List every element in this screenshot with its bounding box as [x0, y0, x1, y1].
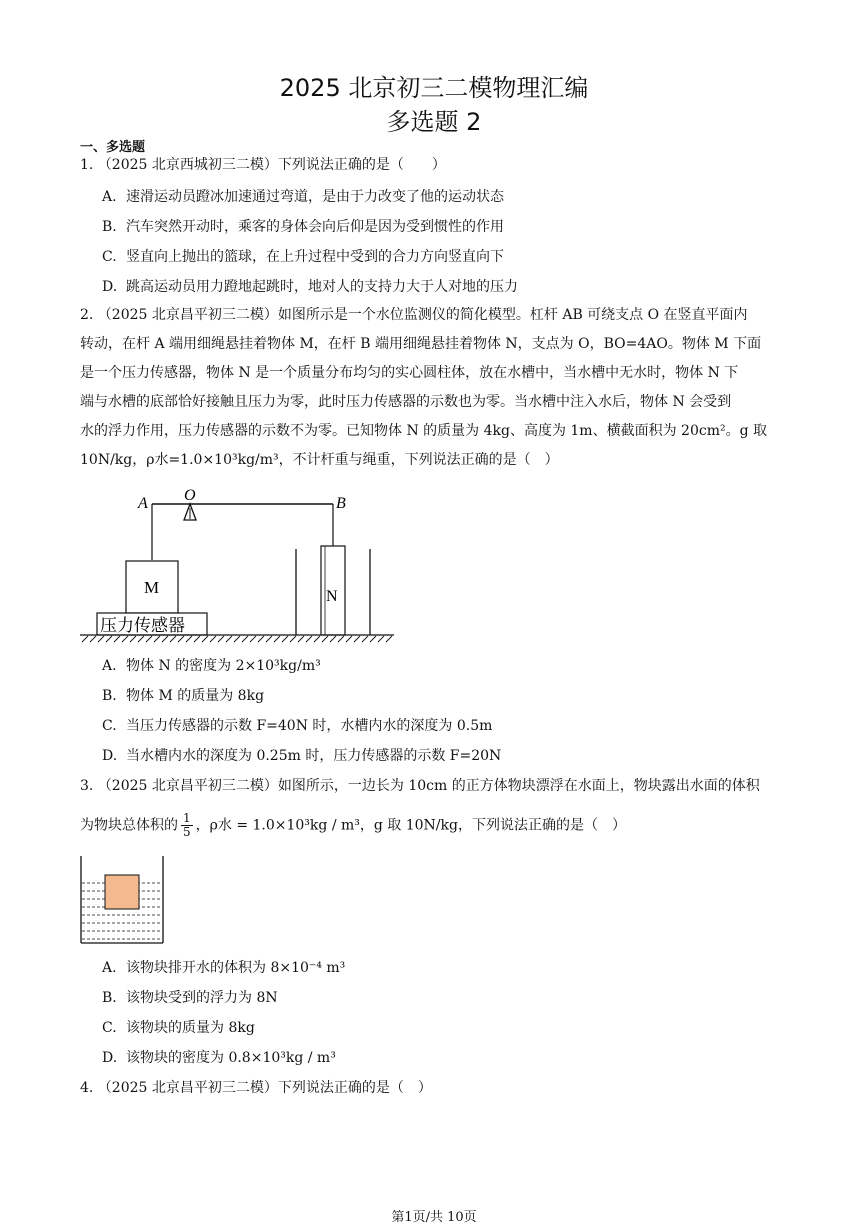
q2-line-3: 是一个压力传感器，物体 N 是一个质量分布均匀的实心圆柱体，放在水槽中，当水槽中无水时，物体 N 下 [80, 365, 739, 381]
q3-line-1: 3. （2025 北京昌平初三二模）如图所示，一边长为 10cm 的正方体物块漂浮在水面上，物块露出水面的体积 [80, 778, 760, 794]
q1-option-b: B. 汽车突然开动时，乘客的身体会向后仰是因为受到惯性的作用 [102, 219, 504, 235]
q2-line-4: 端与水槽的底部恰好接触且压力为零，此时压力传感器的示数也为零。当水槽中注入水后，物体 N 会受到 [80, 394, 732, 410]
section-heading: 一、多选题 [80, 140, 146, 155]
label-m: M [144, 578, 160, 597]
q2-option-c: C. 当压力传感器的示数 F=40N 时，水槽内水的深度为 0.5m [102, 718, 493, 734]
q2-option-d: D. 当水槽内水的深度为 0.25m 时，压力传感器的示数 F=20N [102, 748, 502, 764]
floating-block [105, 875, 139, 909]
page-footer: 第1页/共 10页 [391, 1210, 477, 1225]
q2-option-a: A. 物体 N 的密度为 2×10³kg/m³ [102, 658, 321, 674]
question-4-stem: 4. （2025 北京昌平初三二模）下列说法正确的是（ ） [80, 1080, 432, 1096]
floating-block-figure [78, 854, 168, 946]
question-3-stem [80, 772, 795, 801]
q1-option-d: D. 跳高运动员用力蹬地起跳时，地对人的支持力大于人对地的压力 [102, 279, 518, 295]
q2-line-5: 水的浮力作用，压力传感器的示数不为零。已知物体 N 的质量为 4kg、高度为 1m、横截面积为 20cm²。g 取 [80, 423, 767, 439]
q2-option-b: B. 物体 M 的质量为 8kg [102, 688, 265, 704]
fraction-one-fifth: $\frac{1}{5}$ [183, 811, 191, 839]
q2-line-6: 10N/kg，ρ水=1.0×10³kg/m³，不计杆重与绳重，下列说法正确的是（ ） [80, 452, 559, 468]
q3-option-a: A. 该物块排开水的体积为 8×10⁻⁴ m³ [102, 960, 346, 976]
q3-option-c: C. 该物块的质量为 8kg [102, 1020, 255, 1036]
label-n: N [326, 588, 338, 605]
q3-line-2: 为物块总体积的 $\frac{1}{5}$ ，ρ水 = 1.0×10³kg / m³，g 取 10N/kg，下列说法正确的是（ ） [80, 811, 626, 839]
ground-hatch [82, 636, 392, 642]
q3-option-b: B. 该物块受到的浮力为 8N [102, 990, 278, 1006]
q1-option-a: A. 速滑运动员蹬冰加速通过弯道，是由于力改变了他的运动状态 [102, 189, 504, 205]
label-a: A [138, 495, 148, 512]
label-b: B [336, 495, 346, 512]
lever-figure [78, 484, 398, 646]
q3-option-d: D. 该物块的密度为 0.8×10³kg / m³ [102, 1050, 336, 1066]
label-o: O [184, 487, 196, 504]
document-title: 2025 北京初三二模物理汇编 [279, 74, 589, 102]
q2-line-2: 转动，在杆 A 端用细绳悬挂着物体 M，在杆 B 端用细绳悬挂着物体 N，支点为 O，BO=4AO。物体 M 下面 [80, 336, 762, 352]
document-subtitle: 多选题 2 [386, 108, 482, 136]
question-1-stem: 1. （2025 北京西城初三二模）下列说法正确的是（ ） [80, 157, 446, 173]
q2-line-1: 2. （2025 北京昌平初三二模）如图所示是一个水位监测仪的简化模型。杠杆 AB 可绕支点 O 在竖直平面内 [80, 307, 748, 323]
label-sensor: 压力传感器 [100, 616, 185, 636]
q1-option-c: C. 竖直向上抛出的篮球，在上升过程中受到的合力方向竖直向下 [102, 249, 504, 265]
question-2-stem [80, 301, 795, 475]
